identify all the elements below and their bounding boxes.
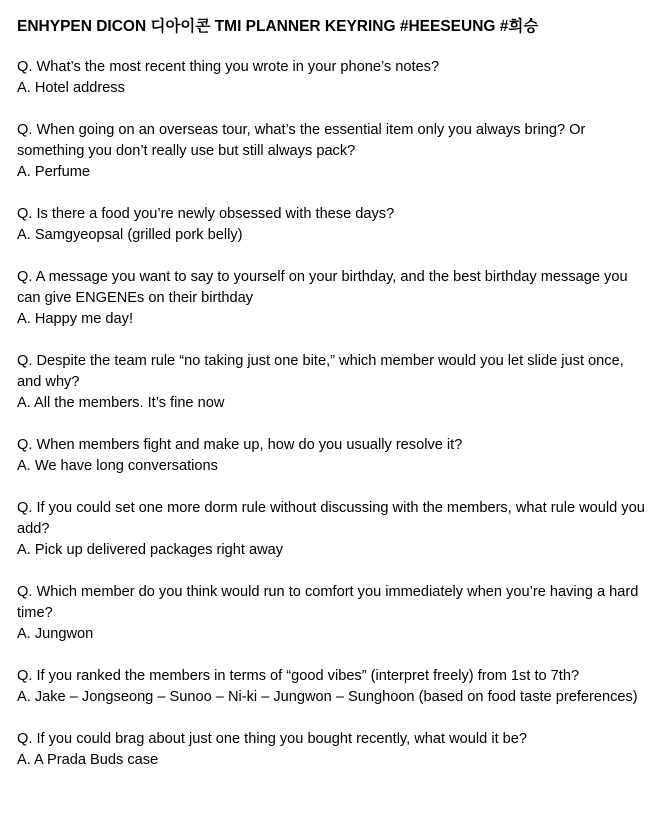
answer-text: A. Happy me day! — [17, 311, 133, 327]
question-text: Q. When going on an overseas tour, what’s the essential item only you always bring? Or something you don’t really use but still always pack? — [17, 122, 586, 159]
question-text: Q. Is there a food you’re newly obsessed with these days? — [17, 206, 395, 222]
answer-text: A. Hotel address — [17, 80, 125, 96]
question-text: Q. When members fight and make up, how do you usually resolve it? — [17, 437, 463, 453]
question-text: Q. A message you want to say to yourself on your birthday, and the best birthday message you can give ENGENEs on their birthday — [17, 269, 628, 306]
answer-text: A. A Prada Buds case — [17, 752, 159, 768]
qa-item — [17, 729, 647, 771]
question-text: Q. Which member do you think would run to comfort you immediately when you’re having a hard time? — [17, 584, 639, 621]
document-title: ENHYPEN DICON 디아이콘 TMI PLANNER KEYRING #HEESEUNG #희승 — [17, 18, 539, 35]
answer-text: A. We have long conversations — [17, 458, 218, 474]
question-text: Q. If you could brag about just one thing you bought recently, what would it be? — [17, 731, 528, 747]
question-text: Q. If you ranked the members in terms of “good vibes” (interpret freely) from 1st to 7th? — [17, 668, 580, 684]
qa-item — [17, 351, 647, 414]
document — [17, 16, 647, 792]
answer-text: A. Samgyeopsal (grilled pork belly) — [17, 227, 243, 243]
question-text: Q. If you could set one more dorm rule without discussing with the members, what rule would you add? — [17, 500, 645, 537]
qa-item — [17, 666, 647, 708]
answer-text: A. Perfume — [17, 164, 90, 180]
qa-item — [17, 435, 647, 477]
question-text: Q. What’s the most recent thing you wrote in your phone’s notes? — [17, 59, 440, 75]
qa-item — [17, 120, 647, 183]
answer-text: A. Jungwon — [17, 626, 94, 642]
answer-text: A. All the members. It’s fine now — [17, 395, 225, 411]
answer-text: A. Pick up delivered packages right away — [17, 542, 284, 558]
qa-item — [17, 267, 647, 330]
question-text: Q. Despite the team rule “no taking just one bite,” which member would you let slide just once, and why? — [17, 353, 624, 390]
qa-item — [17, 498, 647, 561]
qa-item — [17, 204, 647, 246]
qa-item — [17, 582, 647, 645]
qa-item — [17, 57, 647, 99]
answer-text: A. Jake – Jongseong – Sunoo – Ni-ki – Jungwon – Sunghoon (based on food taste preferences) — [17, 689, 638, 705]
